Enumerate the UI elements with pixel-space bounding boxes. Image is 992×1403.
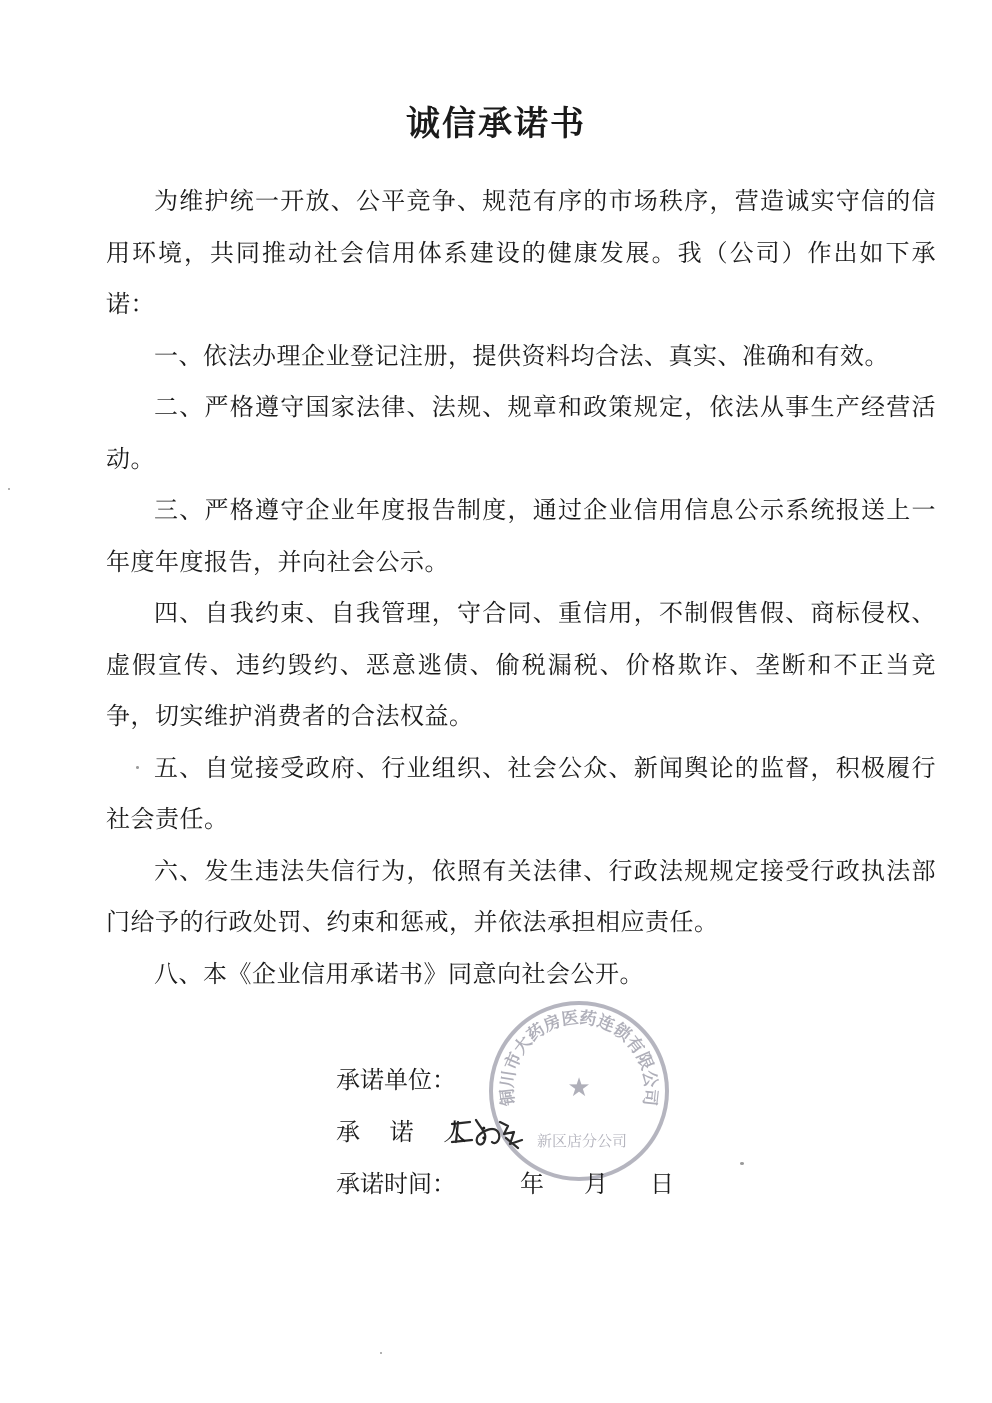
document-body: [106, 176, 936, 1000]
paragraph-item-3: 三、严格遵守企业年度报告制度，通过企业信用信息公示系统报送上一年度年度报告，并向社会公示。: [106, 496, 936, 576]
signature-block: [336, 1054, 756, 1210]
paragraph-item-8: 八、本《企业信用承诺书》同意向社会公开。: [154, 959, 644, 988]
scan-speck: [740, 1162, 744, 1165]
document-title: 诚信承诺书: [406, 104, 586, 144]
commit-unit-label: 承诺单位：: [336, 1066, 456, 1094]
commit-time-row: [336, 1158, 756, 1210]
paragraph-item-5: 五、自觉接受政府、行业组织、社会公众、新闻舆论的监督，积极履行社会责任。: [106, 753, 936, 833]
date-month: 月: [584, 1170, 608, 1198]
paragraph-item-6: 六、发生违法失信行为，依照有关法律、行政法规规定接受行政执法部门给予的行政处罚、约束和惩戒，并依法承担相应责任。: [106, 856, 936, 936]
svg-text:铜川市大药房医药连锁有限公司: 铜川市大药房医药连锁有限公司: [497, 1008, 661, 1107]
commit-person-label: 承 诺 人：: [336, 1118, 514, 1146]
scan-speck: [136, 766, 139, 769]
scan-speck: [380, 1352, 382, 1354]
paragraph-item-2: 二、严格遵守国家法律、法规、规章和政策规定，依法从事生产经营活动。: [106, 393, 936, 473]
date-year: 年: [520, 1170, 544, 1198]
svg-text:新区店分公司: 新区店分公司: [536, 1132, 628, 1150]
date-day: 日: [650, 1170, 674, 1198]
commit-time-label: 承诺时间：: [336, 1170, 456, 1198]
svg-text:★: ★: [567, 1073, 591, 1103]
commit-person-row: [336, 1106, 756, 1158]
paragraph-item-4: 四、自我约束、自我管理，守合同、重信用，不制假售假、商标侵权、虚假宣传、违约毁约、恶意逃债、偷税漏税、价格欺诈、垄断和不正当竞争，切实维护消费者的合法权益。: [106, 599, 936, 730]
paragraph-item-1: 一、依法办理企业登记注册，提供资料均合法、真实、准确和有效。: [154, 341, 889, 370]
scan-speck: [8, 488, 10, 490]
commit-unit-row: [336, 1054, 756, 1106]
paragraph-intro: 为维护统一开放、公平竞争、规范有序的市场秩序，营造诚实守信的信用环境，共同推动社会信用体系建设的健康发展。我（公司）作出如下承诺：: [106, 187, 936, 318]
